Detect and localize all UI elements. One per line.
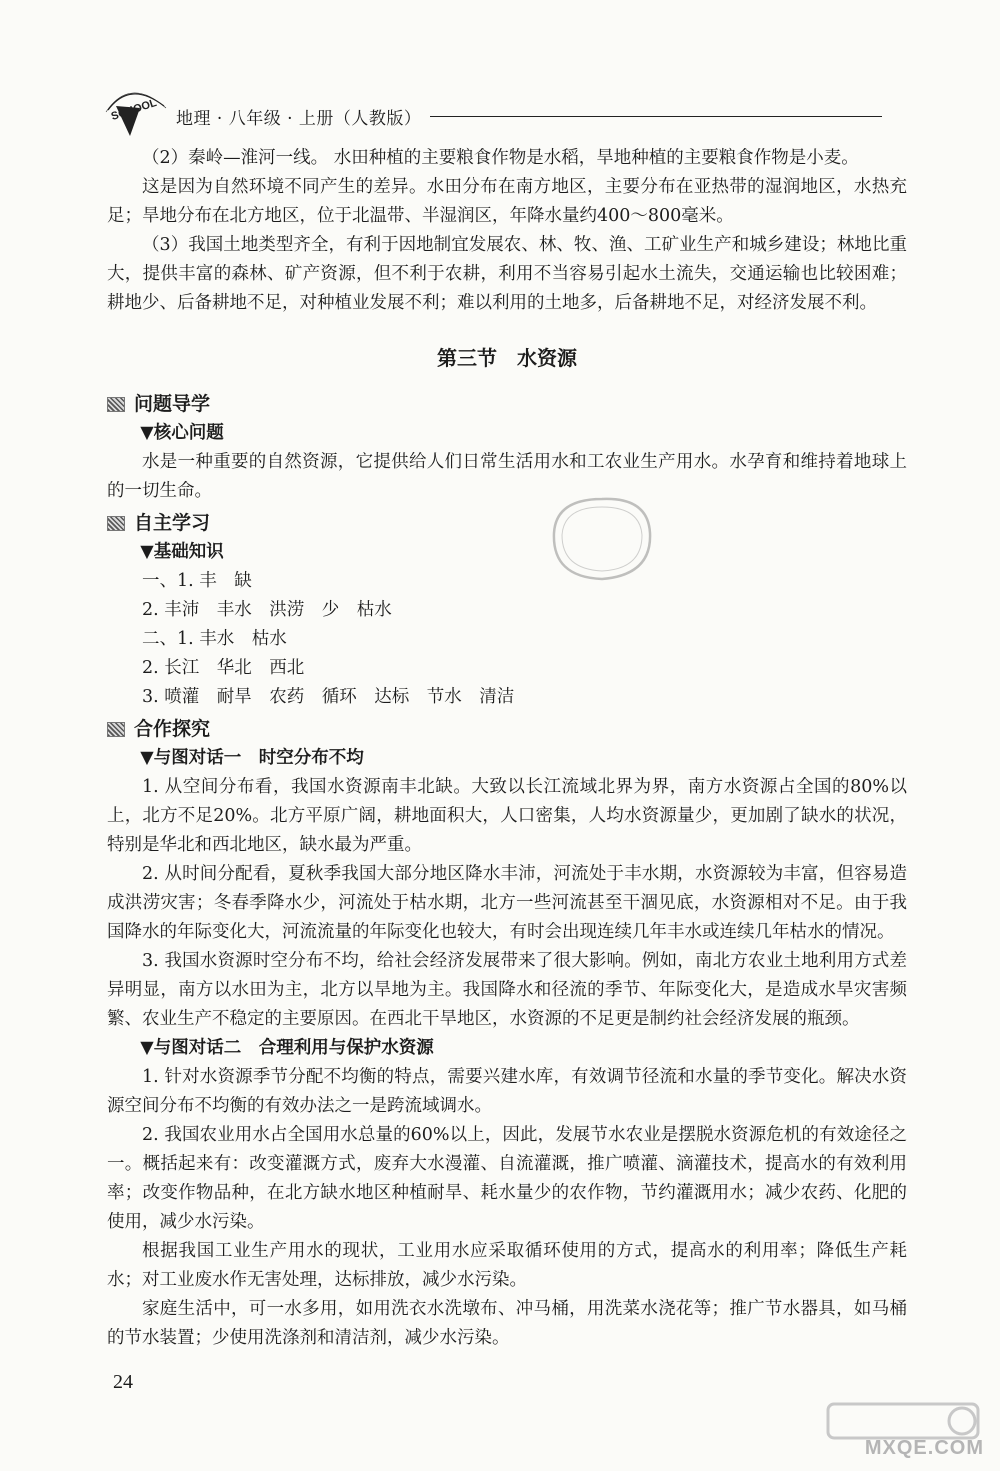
- dialogue-label: ▼与图对话一: [140, 748, 242, 768]
- header-rule: [430, 116, 882, 117]
- dialogue-label: ▼与图对话二: [140, 1038, 242, 1058]
- paragraph-top-3: （3）我国土地类型齐全，有利于因地制宜发展农、林、牧、渔、工矿业生产和城乡建设；林地比重大，提供丰富的森林、矿产资源，但不利于农耕，利用不当容易引起水土流失，交通运输也比较困难；耕地少、后备耕地不足，对种植业发展不利；难以利用的土地多，后备耕地不足，对经济发展不利。: [107, 235, 907, 313]
- section-name: 水资源: [517, 346, 577, 370]
- answer-line-4: 2. 长江 华北 西北: [142, 658, 305, 678]
- heading-text: 问题导学: [134, 393, 211, 415]
- paragraph-top-2: 这是因为自然环境不同产生的差异。水田分布在南方地区，主要分布在亚热带的湿润地区，水热充足；旱地分布在北方地区，位于北温带、半湿润区，年降水量约400～800毫米。: [107, 177, 907, 226]
- subheading-dialogue-one: [107, 744, 907, 773]
- subheading-basic-knowledge: ▼基础知识: [140, 542, 224, 562]
- answer-line-3: 二、1. 丰水 枯水: [142, 629, 287, 649]
- inquiry-paragraph-7: 家庭生活中，可一水多用，如用洗衣水洗墩布、冲马桶，用洗菜水浇花等；推广节水器具，如马桶的节水装置；少使用洗涤剂和清洁剂，减少水污染。: [107, 1299, 907, 1348]
- stamp-icon: [548, 493, 656, 583]
- answer-line-5: 3. 喷灌 耐旱 农药 循环 达标 节水 清洁: [142, 687, 515, 707]
- watermark: [820, 1400, 990, 1466]
- inquiry-paragraph-3: 3. 我国水资源时空分布不均，给社会经济发展带来了很大影响。例如，南北方农业土地利用方式差异明显，南方以水田为主，北方以旱地为主。我国降水和径流的季节、年际变化大，是造成水旱灾害频繁、农业生产不稳定的主要原因。在西北干旱地区，水资源的不足更是制约社会经济发展的瓶颈。: [107, 951, 907, 1029]
- dialogue-name: 合理利用与保护水资源: [258, 1038, 434, 1058]
- inquiry-paragraph-1: 1. 从空间分布看，我国水资源南丰北缺。大致以长江流域北界为界，南方水资源占全国的80%以上，北方不足20%。北方平原广阔，耕地面积大，人口密集，人均水资源量少，更加剧了缺水的状况，特别是华北和西北地区，缺水最为严重。: [107, 777, 907, 855]
- hatched-square-icon: [107, 516, 125, 531]
- inquiry-paragraph-2: 2. 从时间分配看，夏秋季我国大部分地区降水丰沛，河流处于丰水期，水资源较为丰富，但容易造成洪涝灾害；冬春季降水少，河流处于枯水期，北方一些河流甚至干涸见底，水资源相对不足。由于我国降水的年际变化大，河流流量的年际变化也较大，有时会出现连续几年丰水或连续几年枯水的情况。: [107, 864, 907, 942]
- answer-line-2: 2. 丰沛 丰水 洪涝 少 枯水: [142, 600, 392, 620]
- section-number: 第三节: [437, 346, 497, 370]
- subheading-core-question: ▼核心问题: [140, 423, 224, 443]
- heading-text: 自主学习: [134, 512, 211, 534]
- inquiry-paragraph-5: 2. 我国农业用水占全国用水总量的60%以上，因此，发展节水农业是摆脱水资源危机的有效途径之一。概括起来有：改变灌溉方式，废弃大水漫灌、自流灌溉，推广喷灌、滴灌技术，提高水的有效利用率；改变作物品种，在北方缺水地区种植耐旱、耗水量少的农作物，节约灌溉用水；减少农药、化肥的使用，减少水污染。: [107, 1125, 907, 1232]
- subheading-dialogue-two: [107, 1034, 907, 1063]
- school-logo-icon: [100, 86, 172, 148]
- core-question-text: 水是一种重要的自然资源，它提供给人们日常生活用水和工农业生产用水。水孕育和维持着地球上的一切生命。: [107, 452, 907, 501]
- page-content: [107, 144, 907, 1353]
- dialogue-name: 时空分布不均: [258, 748, 364, 768]
- page-number: 24: [113, 1371, 133, 1393]
- answer-line-1: 一、1. 丰 缺: [142, 571, 252, 591]
- section-title: [107, 343, 907, 373]
- inquiry-paragraph-4: 1. 针对水资源季节分配不均衡的特点，需要兴建水库，有效调节径流和水量的季节变化。解决水资源空间分布不均衡的有效办法之一是跨流域调水。: [107, 1067, 907, 1116]
- heading-problem-guide: [107, 390, 907, 419]
- heading-self-study: [107, 509, 907, 538]
- hatched-square-icon: [107, 397, 125, 412]
- heading-cooperative-inquiry: [107, 715, 907, 744]
- paragraph-top-1: （2）秦岭—淮河一线。 水田种植的主要粮食作物是水稻，旱地种植的主要粮食作物是小麦。: [142, 148, 859, 168]
- page-header: [100, 86, 890, 146]
- watermark-text: MXQE.COM: [864, 1437, 984, 1459]
- header-title: 地理 · 八年级 · 上册（人教版）: [176, 109, 422, 129]
- hatched-square-icon: [107, 722, 125, 737]
- heading-text: 合作探究: [134, 718, 211, 740]
- inquiry-paragraph-6: 根据我国工业生产用水的现状，工业用水应采取循环使用的方式，提高水的利用率；降低生产耗水；对工业废水作无害处理，达标排放，减少水污染。: [107, 1241, 907, 1290]
- logo-text: SCHOOL: [109, 96, 159, 123]
